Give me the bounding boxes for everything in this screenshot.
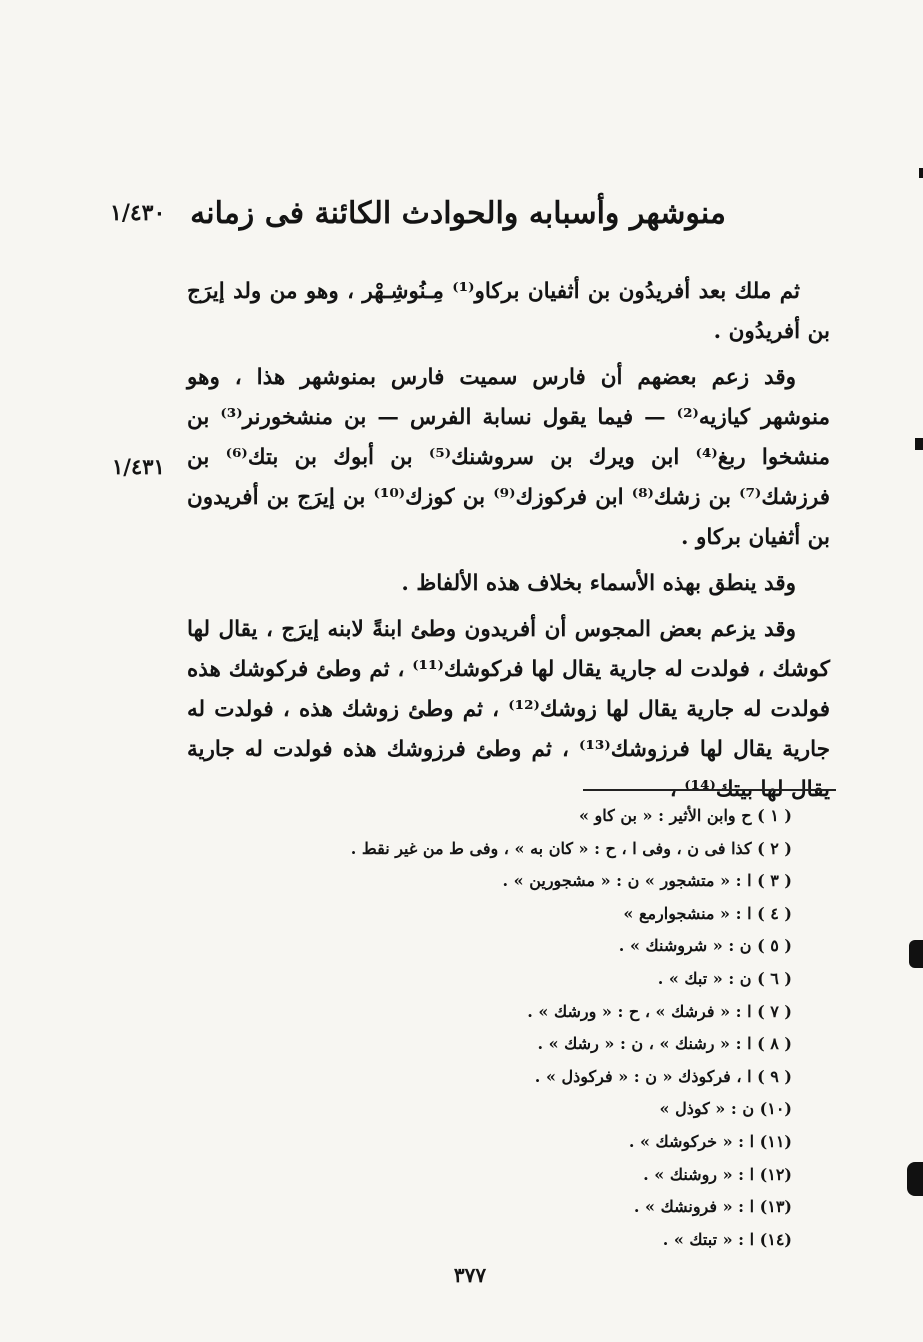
footnote: ( ٨ ) ا : « رشنك » ، ن : « رشك » .	[537, 1034, 792, 1054]
footnote: (١٣) ا : « فرونشك » .	[633, 1197, 792, 1217]
paragraph: وقد ينطق بهذه الأسماء بخلاف هذه الألفاظ .	[401, 571, 796, 596]
header-reference: ١/٤٣٠	[110, 200, 166, 226]
footnote: (١٤) ا : « تبتك » .	[662, 1229, 792, 1249]
footnote: ( ٣ ) ا : « متشجور » ن : « مشجورين » .	[502, 871, 792, 891]
paragraph: ثم ملك بعد أفريدُون بن أثفيان بركاو⁽¹⁾ مِـنُوشِـهْر ، وهو من ولد إيرَج بن أفريدُون .	[187, 279, 830, 344]
main-text	[187, 272, 830, 816]
scan-mark	[909, 940, 923, 968]
footnote: ( ٢ ) كذا فى ن ، وفى ا ، ح : « كان به » ، وفى ط من غير نقط .	[350, 838, 792, 858]
scan-mark	[907, 1162, 923, 1196]
footnotes	[300, 800, 792, 1256]
footnote: (١٢) ا : « روشنك » .	[643, 1164, 792, 1184]
footnote: ( ٩ ) ا ، فركوذك « ن : « فركوذل » .	[534, 1066, 792, 1086]
footnote: (١١) ا : « خركوشك » .	[628, 1131, 792, 1151]
paragraph: وقد زعم بعضهم أن فارس سميت فارس بمنوشهر هذا ، وهو منوشهر كيازيه⁽²⁾ — فيما يقول نسابة الفرس — بن منشخورنر⁽³⁾ بن منشخوا ربغ⁽⁴⁾ ابن ويرك بن سروشنك⁽⁵⁾ بن أبوك بن بتك⁽⁶⁾ بن فرزشك⁽⁷⁾ بن زشك⁽⁸⁾ ابن فركوزك⁽⁹⁾ بن كوزك⁽¹⁰⁾ بن إيرَج بن أفريدون بن أثفيان بركاو .	[187, 365, 830, 550]
page-header	[110, 196, 726, 256]
footnote: ( ٤ ) ا : « منشجوارمع »	[623, 903, 792, 923]
footnote: (١٠) ن : « كوذل »	[659, 1099, 792, 1119]
footnote: ( ٦ ) ن : « تبك » .	[657, 968, 792, 988]
scan-mark	[915, 438, 923, 450]
footnote: ( ١ ) ح وابن الأثير : « بن كاو »	[578, 806, 792, 825]
paragraph: وقد يزعم بعض المجوس أن أفريدون وطئ ابنةً لابنه إيرَج ، يقال لها كوشك ، فولدت له جارية يقال لها فركوشك⁽¹¹⁾ ، ثم وطئ فركوشك هذه فولدت له جارية يقال لها زوشك⁽¹²⁾ ، ثم وطئ زوشك هذه ، فولدت له جارية يقال لها فرزوشك⁽¹³⁾ ، ثم وطئ فرزوشك هذه فولدت له جارية يقال لها بيتك⁽¹⁴⁾ ،	[187, 617, 831, 802]
footnote-divider	[583, 789, 836, 791]
chapter-title: منوشهر وأسبابه والحوادث الكائنة فى زمانه	[190, 196, 726, 231]
margin-reference: ١/٤٣١	[112, 454, 165, 479]
scan-mark	[919, 168, 923, 178]
page-number: ٣٧٧	[453, 1263, 487, 1287]
footnote: ( ٥ ) ن : « شروشنك » .	[618, 936, 792, 956]
footnote: ( ٧ ) ا : « فرشك » ، ح : « ورشك » .	[527, 1001, 792, 1021]
